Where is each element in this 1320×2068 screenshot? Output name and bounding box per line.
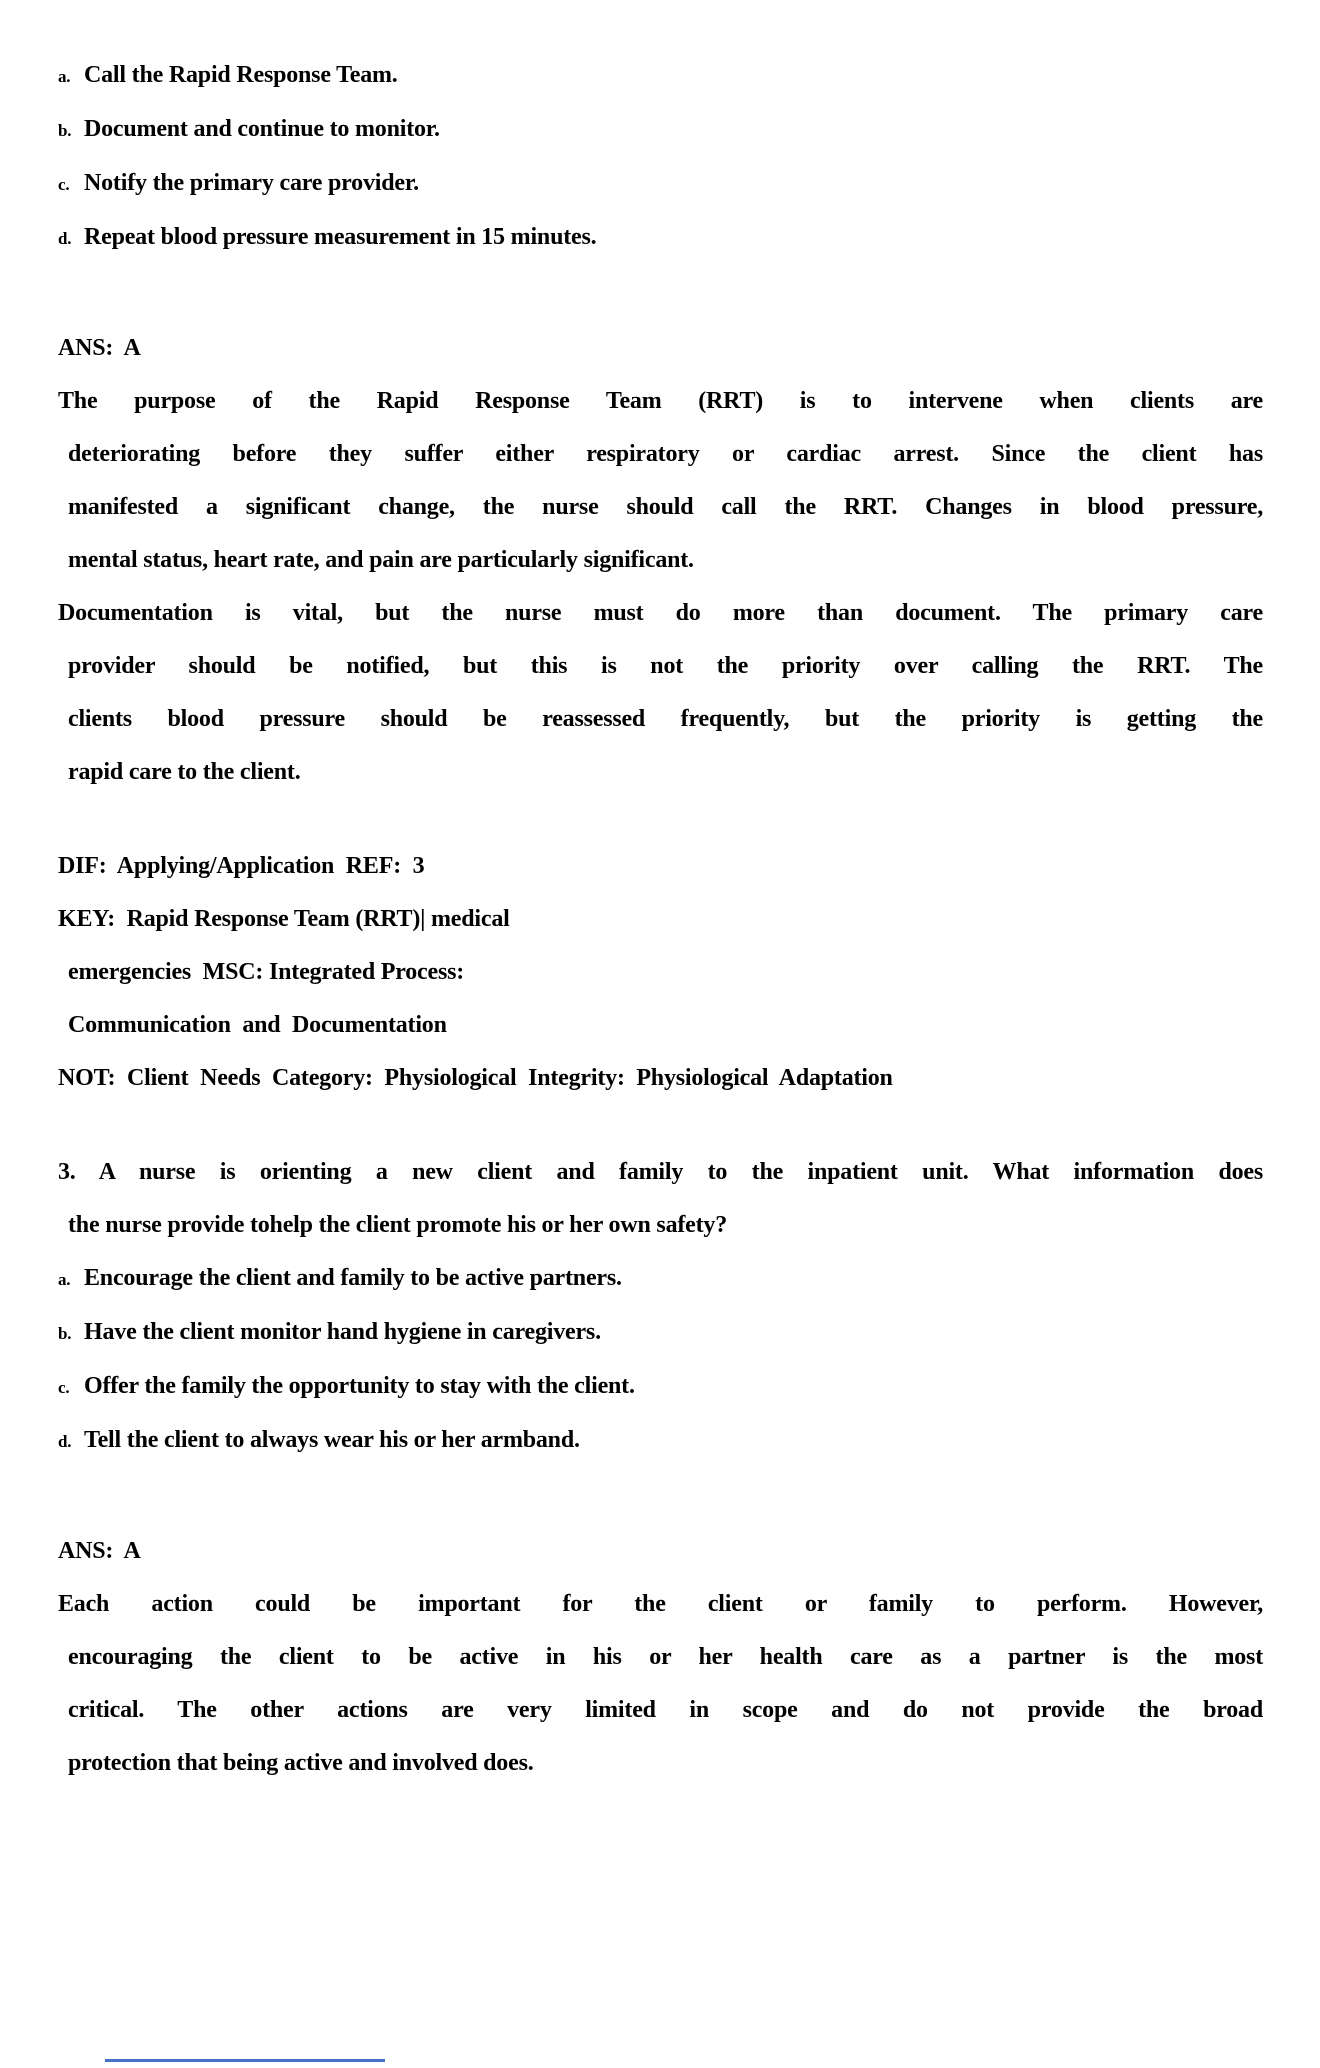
rationale-line: protection that being active and involved does.	[68, 1750, 534, 1776]
answer-choices-q2	[58, 49, 1263, 265]
metadata-line: emergencies MSC: Integrated Process:	[68, 959, 465, 985]
choice-text: Have the client monitor hand hygiene in caregivers.	[84, 1319, 601, 1345]
rationale-line: Documentation is vital, but the nurse must do more than document. The primary care	[58, 600, 1263, 626]
choice-text: Offer the family the opportunity to stay with the client.	[84, 1373, 635, 1399]
metadata-line: KEY: Rapid Response Team (RRT)| medical	[58, 906, 510, 932]
rationale-line: manifested a significant change, the nurse should call the RRT. Changes in blood pressure,	[68, 494, 1263, 520]
rationale-line: critical. The other actions are very limited in scope and do not provide the broad	[68, 1697, 1263, 1723]
choice-row	[58, 1252, 1263, 1306]
choice-letter: b.	[58, 121, 72, 140]
question-line: the nurse provide tohelp the client promote his or her own safety?	[68, 1212, 727, 1238]
choice-text: Repeat blood pressure measurement in 15 minutes.	[84, 224, 597, 250]
rationale-q3	[58, 1578, 1263, 1790]
bottom-rule	[105, 2059, 385, 2062]
choice-row	[58, 211, 1263, 265]
rationale-line: deteriorating before they suffer either respiratory or cardiac arrest. Since the client has	[68, 441, 1263, 467]
rationale-line: mental status, heart rate, and pain are particularly significant.	[68, 547, 694, 573]
answer-q3	[58, 1525, 1263, 1578]
choice-text: Document and continue to monitor.	[84, 116, 440, 142]
rationale-line: encouraging the client to be active in his or her health care as a partner is the most	[68, 1644, 1263, 1670]
choice-letter: a.	[58, 67, 71, 86]
metadata-line: NOT: Client Needs Category: Physiological Integrity: Physiological Adaptation	[58, 1065, 893, 1091]
choice-row	[58, 157, 1263, 211]
choice-text: Encourage the client and family to be active partners.	[84, 1265, 622, 1291]
choice-text: Tell the client to always wear his or her armband.	[84, 1427, 580, 1453]
metadata-line: DIF: Applying/Application REF: 3	[58, 853, 425, 879]
choice-row	[58, 49, 1263, 103]
metadata-line: Communication and Documentation	[68, 1012, 447, 1038]
choice-row	[58, 1414, 1263, 1468]
choice-letter: d.	[58, 229, 72, 248]
choice-letter: b.	[58, 1324, 72, 1343]
choice-letter: a.	[58, 1270, 71, 1289]
choice-text: Call the Rapid Response Team.	[84, 62, 398, 88]
choice-row	[58, 103, 1263, 157]
choice-letter: d.	[58, 1432, 72, 1451]
choice-row	[58, 1360, 1263, 1414]
choice-row	[58, 1306, 1263, 1360]
rationale-line: rapid care to the client.	[68, 759, 301, 785]
metadata-q2	[58, 840, 1263, 1105]
answer-choices-q3	[58, 1252, 1263, 1468]
rationale-line: clients blood pressure should be reassessed frequently, but the priority is getting the	[68, 706, 1263, 732]
choice-letter: c.	[58, 175, 70, 194]
question-3	[58, 1146, 1263, 1252]
rationale-line: Each action could be important for the client or family to perform. However,	[58, 1591, 1263, 1617]
rationale-line: provider should be notified, but this is not the priority over calling the RRT. The	[68, 653, 1263, 679]
answer-q2	[58, 322, 1263, 375]
choice-letter: c.	[58, 1378, 70, 1397]
choice-text: Notify the primary care provider.	[84, 170, 419, 196]
rationale-line: The purpose of the Rapid Response Team (RRT) is to intervene when clients are	[58, 388, 1263, 414]
rationale-q2	[58, 375, 1263, 799]
answer-line: ANS: A	[58, 1538, 141, 1564]
answer-line: ANS: A	[58, 335, 141, 361]
question-line: 3. A nurse is orienting a new client and family to the inpatient unit. What information does	[58, 1159, 1263, 1185]
